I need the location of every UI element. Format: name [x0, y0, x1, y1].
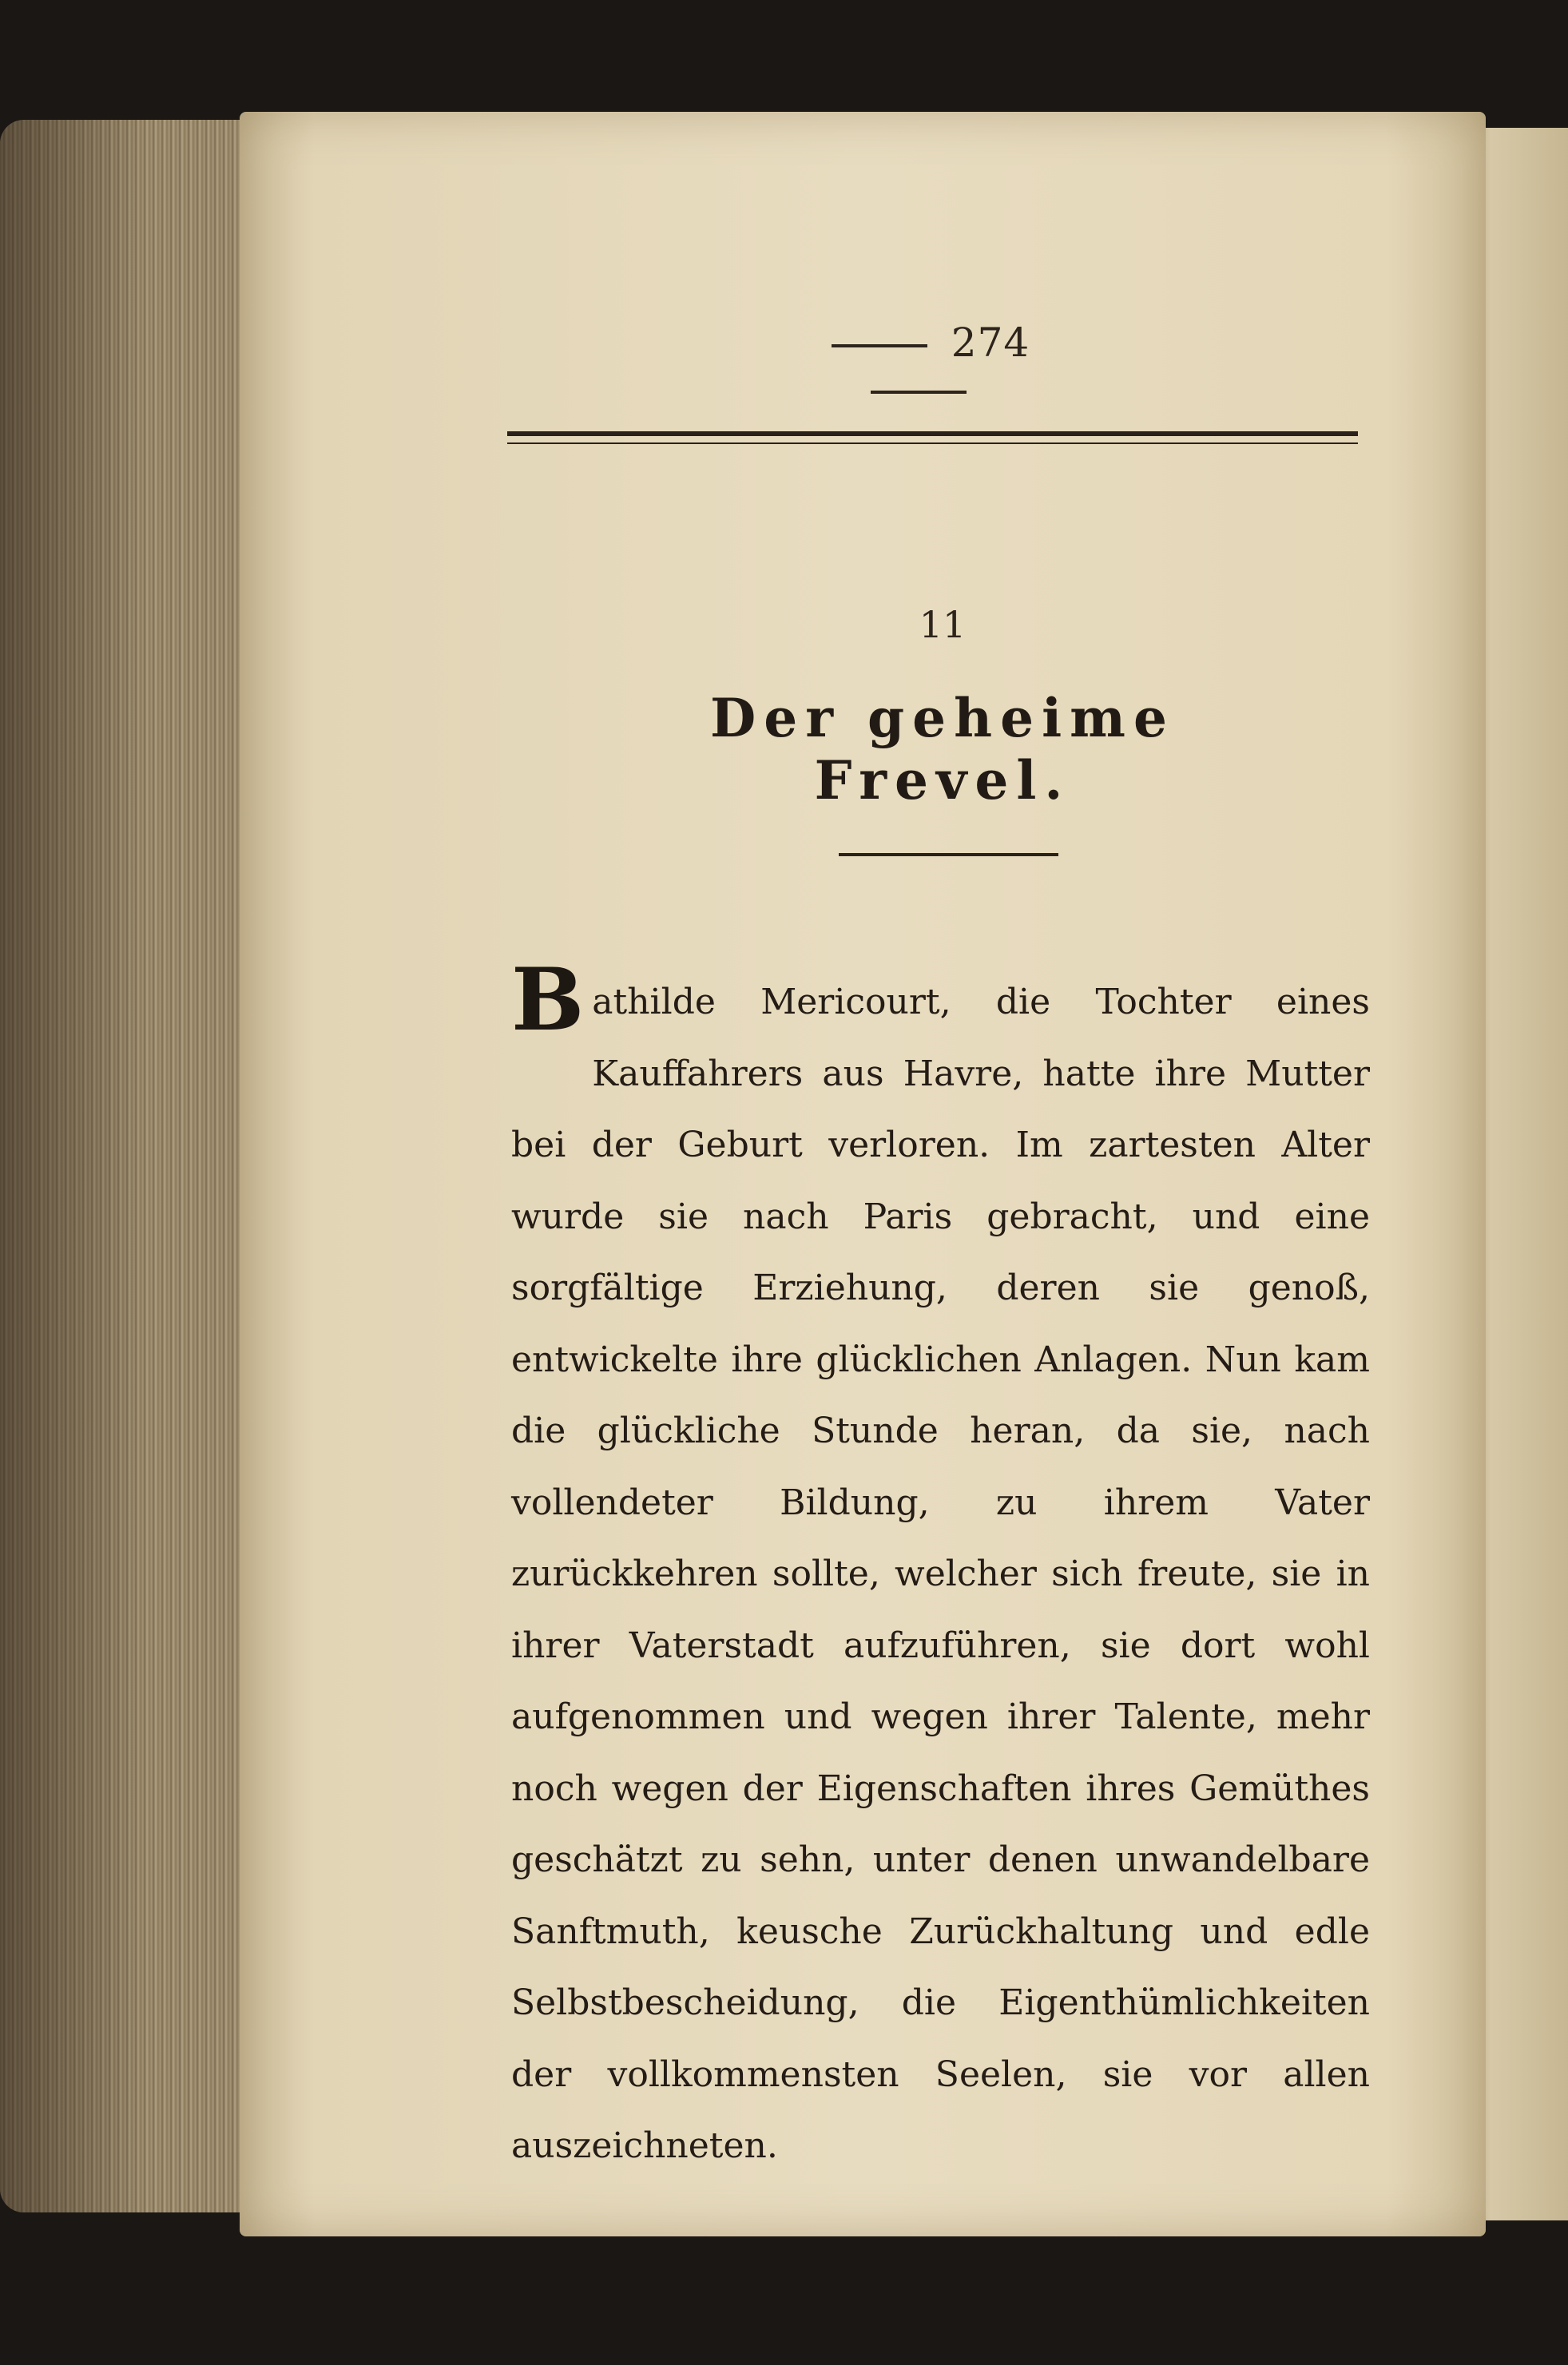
header-rule [507, 431, 1358, 444]
dropcap: B [511, 950, 585, 1050]
book-page-edges [0, 120, 248, 2212]
page-number [751, 319, 1086, 412]
chapter-number: 11 [919, 603, 967, 646]
chapter-title: Der geheime Frevel. [710, 687, 1175, 811]
body-text [511, 950, 1370, 2182]
title-rule [839, 853, 1058, 856]
paragraph-text: athilde Mericourt, die Tochter eines Kauffahrers aus Havre, hatte ihre Mutter bei der Geburt verloren. Im zartesten Alter wurde sie nach Paris gebracht, und eine sorgfältige Erziehung, deren sie genoß, entwickelte ihre glücklichen Anlagen. Nun kam die glückliche Stunde heran, da sie, nach vollendeter Bildung, zu ihrem Vater zurückkehren sollte, welcher sich freute, sie in ihrer Vaterstadt aufzuführen, sie dort wohl aufgenommen und wegen ihrer Talente, mehr noch wegen der Eigenschaften ihres Gemüthes geschätzt zu sehn, unter denen unwandelbare Sanftmuth, keusche Zurückhaltung und edle Selbstbescheidung, die Eigenthümlichkeiten der vollkommensten Seelen, sie vor allen auszeichneten. [511, 982, 1370, 2166]
paragraph [511, 950, 1370, 2182]
page-number-text: 274 [951, 319, 1030, 366]
